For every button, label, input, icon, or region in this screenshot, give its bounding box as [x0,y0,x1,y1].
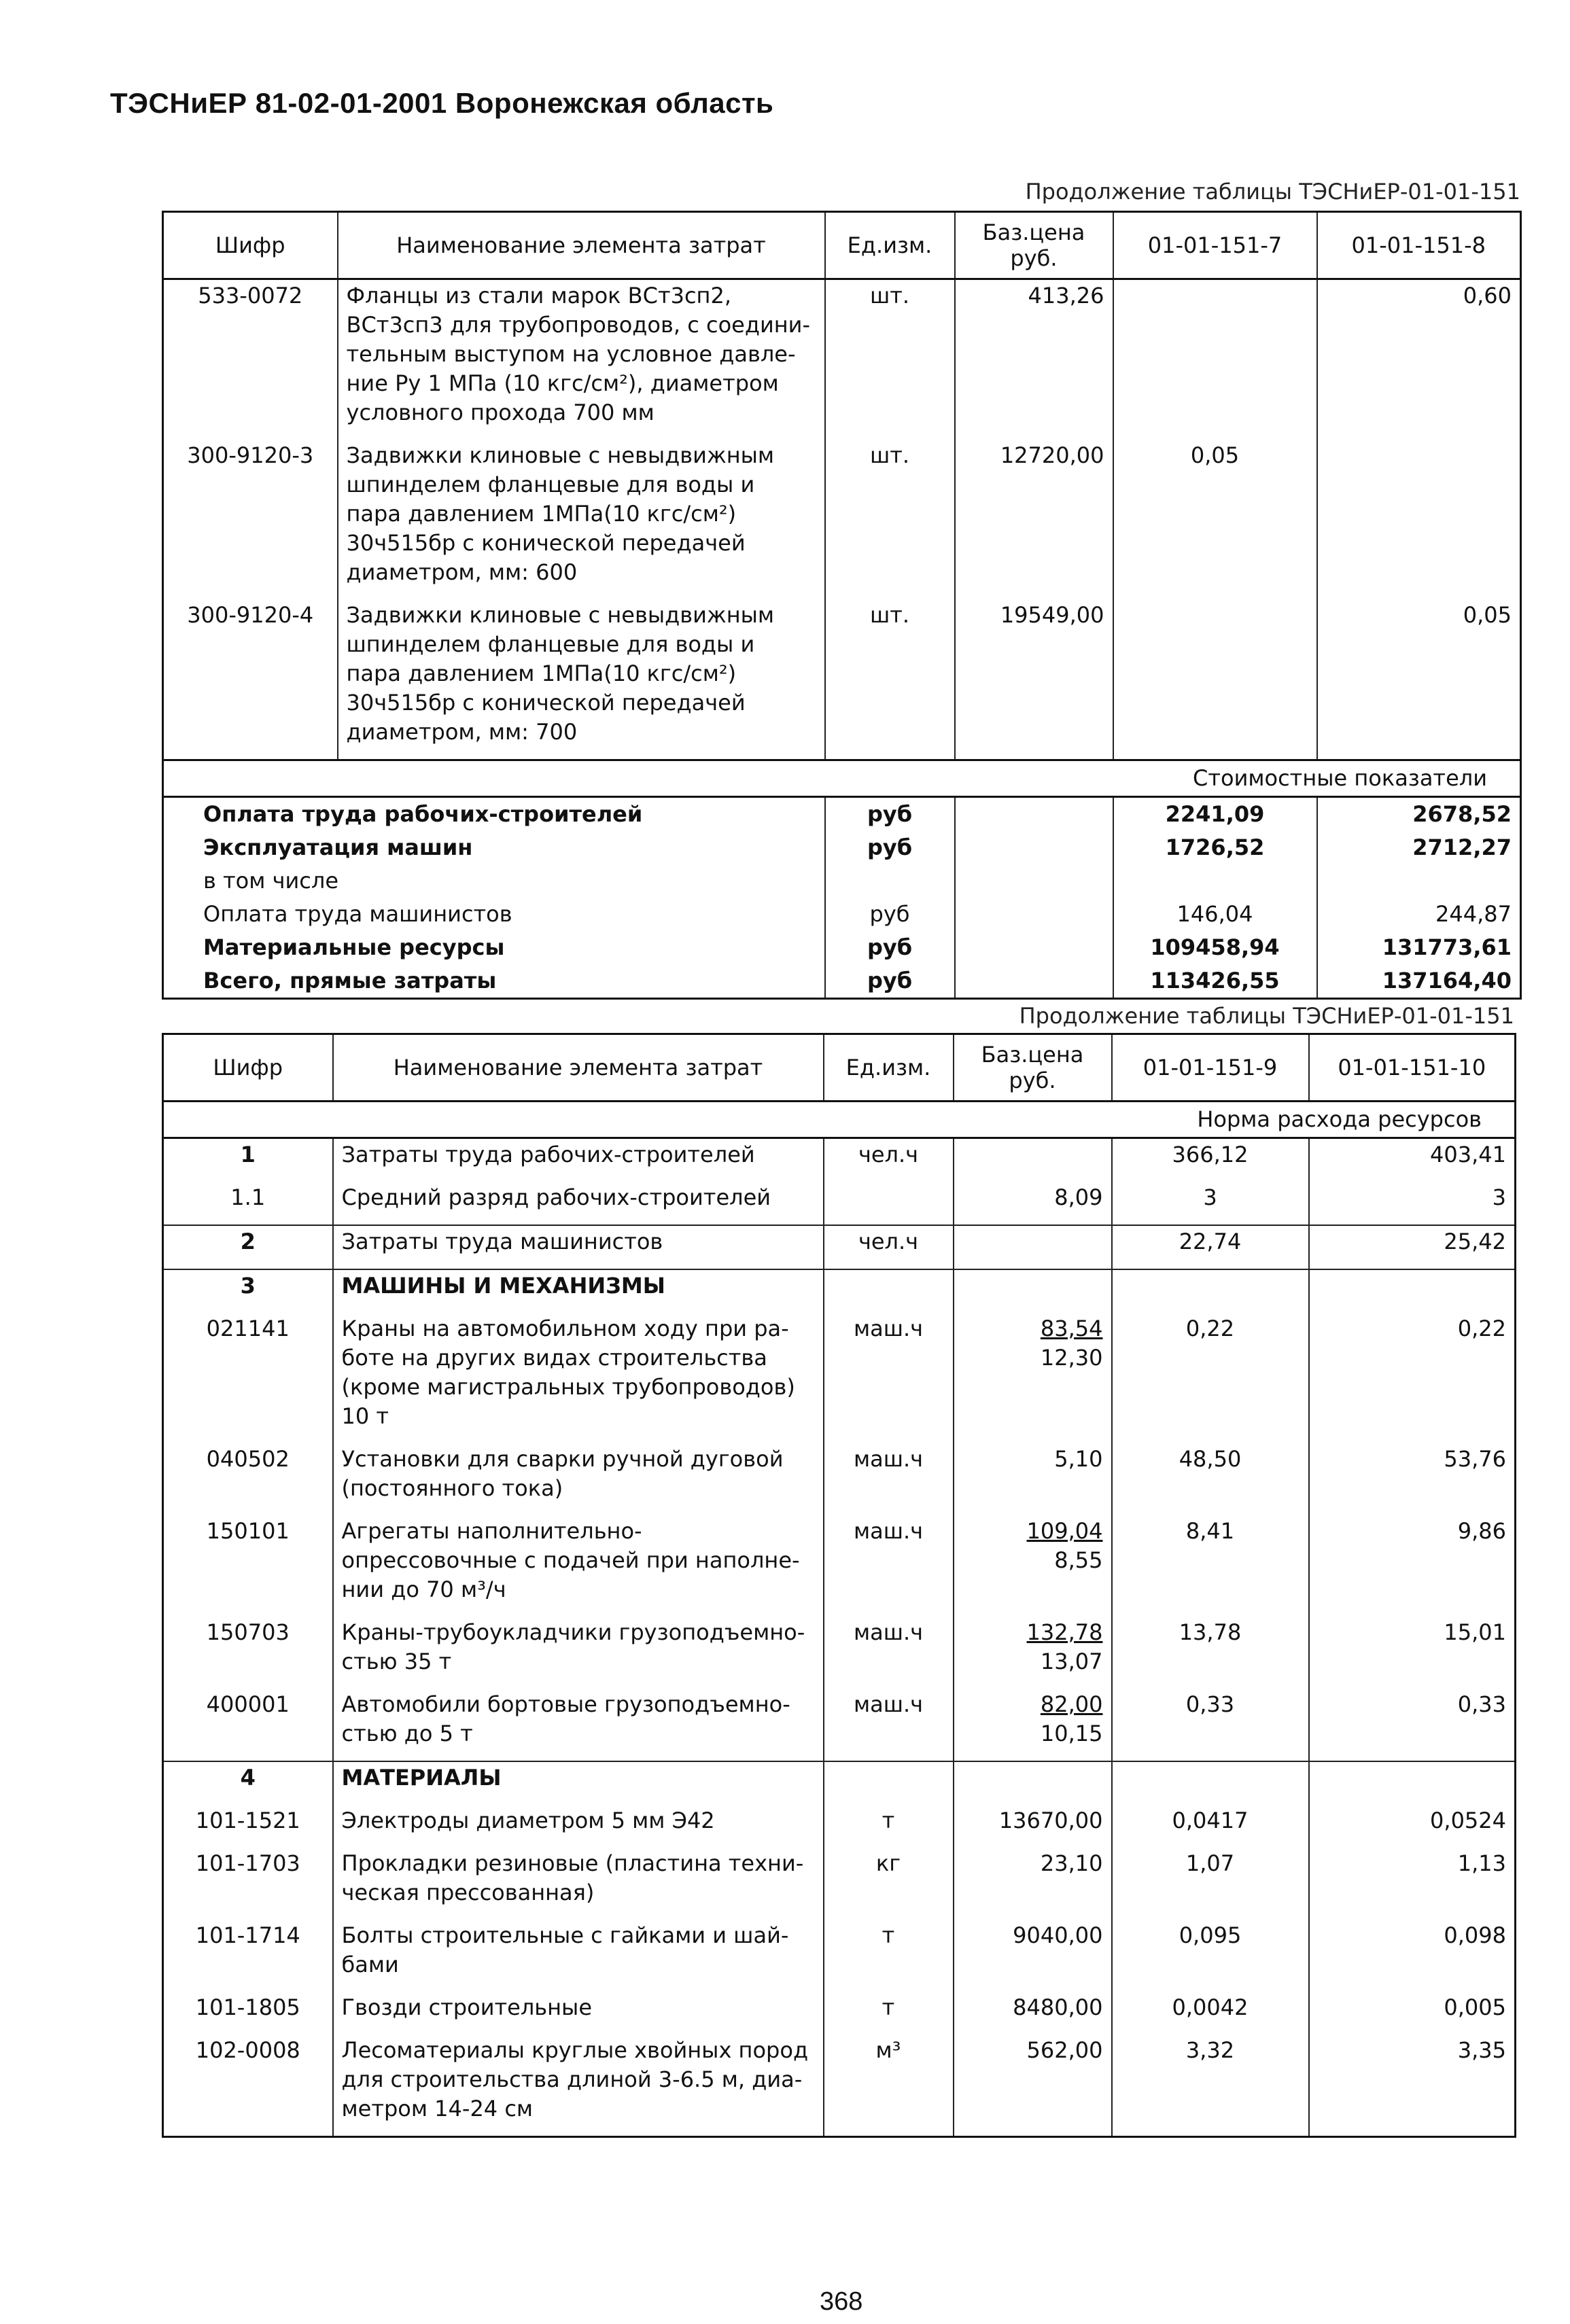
cell-name: Гвозди строительные [333,1992,824,2035]
header-name: Наименование элемента затрат [338,212,825,279]
cell-value-2 [1309,1761,1516,1805]
cell-price [954,1515,1112,1617]
cell-value-2: 0,22 [1309,1313,1516,1443]
cell-price: 5,10 [954,1443,1112,1515]
table-row [163,1805,1516,1848]
cell-unit: чел.ч [824,1225,954,1269]
cell-code: 150101 [163,1515,333,1617]
table-row [163,1443,1516,1515]
table-row [163,1182,1516,1225]
cell-price [954,1138,1112,1182]
price-machinist: 10,15 [1040,1721,1103,1746]
cell-price: 12720,00 [955,440,1113,599]
cell-value-1: 0,0042 [1112,1992,1309,2035]
cell-name: Средний разряд рабочих-строителей [333,1182,824,1225]
table-row [163,1138,1516,1182]
header-price: Баз.цена руб. [954,1034,1112,1102]
header-price: Баз.цена руб. [955,212,1113,279]
cell-unit: кг [824,1848,954,1920]
cell-name: Задвижки клиновые с невыдвижным шпинделем фланцевые для воды и пара давлением 1МПа(10 кгс/см²) 30ч515бр с конической передачей диаметром, мм: 700 [338,599,825,760]
summary-unit: руб [825,964,955,999]
cell-code: 400001 [163,1689,333,1761]
summary-value-1 [1113,864,1317,898]
summary-price-empty [955,831,1113,864]
document-title: ТЭСНиЕР 81-02-01-2001 Воронежская область [110,87,774,119]
summary-label: Всего, прямые затраты [163,964,825,999]
summary-label: Эксплуатация машин [163,831,825,864]
cell-name: Электроды диаметром 5 мм Э42 [333,1805,824,1848]
cell-value-1: 0,095 [1112,1920,1309,1992]
header-col1: 01-01-151-7 [1113,212,1317,279]
price-machinist: 12,30 [1040,1345,1103,1371]
cell-code: 101-1703 [163,1848,333,1920]
cell-value-1: 48,50 [1112,1443,1309,1515]
table1 [162,211,1522,1000]
cell-value-2: 3 [1309,1182,1516,1225]
section-label: Норма расхода ресурсов [1197,1106,1482,1132]
table-row [163,1689,1516,1761]
cell-value-1: 0,0417 [1112,1805,1309,1848]
cell-unit: маш.ч [824,1617,954,1689]
section-label: Стоимостные показатели [163,760,1521,797]
table1-caption: Продолжение таблицы ТЭСНиЕР-01-01-151 [1025,179,1520,205]
cell-price: 8480,00 [954,1992,1112,2035]
summary-label: Оплата труда рабочих-строителей [163,797,825,832]
cell-unit: м³ [824,2035,954,2137]
cell-value-2: 0,098 [1309,1920,1516,1992]
table-row [163,1761,1516,1805]
table2-caption: Продолжение таблицы ТЭСНиЕР-01-01-151 [1019,1003,1514,1029]
cell-code: 1 [163,1138,333,1182]
cell-price [954,1269,1112,1313]
cell-value-1: 1,07 [1112,1848,1309,1920]
table-row [163,1225,1516,1269]
cell-value-1 [1113,279,1317,440]
cell-unit [824,1269,954,1313]
table-row [163,1269,1516,1313]
cell-code: 021141 [163,1313,333,1443]
cell-code: 1.1 [163,1182,333,1225]
cell-price: 9040,00 [954,1920,1112,1992]
summary-value-1: 1726,52 [1113,831,1317,864]
cell-code: 2 [163,1225,333,1269]
summary-price-empty [955,864,1113,898]
summary-label: Оплата труда машинистов [163,898,825,931]
summary-value-2: 2678,52 [1317,797,1521,832]
price-main: 83,54 [1040,1316,1103,1341]
cell-code: 4 [163,1761,333,1805]
cell-price: 562,00 [954,2035,1112,2137]
cell-code: 533-0072 [163,279,338,440]
table-row [163,279,1521,440]
cell-value-2: 25,42 [1309,1225,1516,1269]
cell-value-1 [1112,1269,1309,1313]
cell-unit: т [824,1805,954,1848]
cell-value-1: 13,78 [1112,1617,1309,1689]
cell-value-1 [1113,599,1317,760]
cell-code: 101-1521 [163,1805,333,1848]
table-row [163,2035,1516,2137]
summary-price-empty [955,931,1113,964]
summary-row [163,931,1521,964]
summary-value-2 [1317,864,1521,898]
cell-value-2: 9,86 [1309,1515,1516,1617]
cell-name: Краны-трубоукладчики грузоподъемно-стью 35 т [333,1617,824,1689]
cell-value-2: 0,0524 [1309,1805,1516,1848]
summary-row [163,898,1521,931]
summary-unit: руб [825,898,955,931]
table-row [163,1920,1516,1992]
summary-value-2: 137164,40 [1317,964,1521,999]
table-row [163,599,1521,760]
cell-name: МАТЕРИАЛЫ [333,1761,824,1805]
cell-code: 150703 [163,1617,333,1689]
cell-name: Установки для сварки ручной дуговой (постоянного тока) [333,1443,824,1515]
cell-code: 300-9120-4 [163,599,338,760]
section-header-row [163,760,1521,797]
cell-value-1: 0,33 [1112,1689,1309,1761]
cell-name: Фланцы из стали марок ВСт3сп2, ВСт3сп3 для трубопроводов, с соедини-тельным выступом на условное давле-ние Ру 1 МПа (10 кгс/см²), диаметром условного прохода 700 мм [338,279,825,440]
summary-value-2: 131773,61 [1317,931,1521,964]
cell-unit: шт. [825,599,955,760]
summary-row [163,831,1521,864]
cell-unit [824,1182,954,1225]
cell-unit: маш.ч [824,1313,954,1443]
cell-name: Болты строительные с гайками и шай-бами [333,1920,824,1992]
cell-name: МАШИНЫ И МЕХАНИЗМЫ [333,1269,824,1313]
cell-value-2: 0,60 [1317,279,1521,440]
cell-value-2: 0,05 [1317,599,1521,760]
cell-value-1: 3 [1112,1182,1309,1225]
cell-value-2: 53,76 [1309,1443,1516,1515]
header-code: Шифр [163,212,338,279]
cell-code: 3 [163,1269,333,1313]
cell-code: 102-0008 [163,2035,333,2137]
table-row [163,440,1521,599]
cell-unit: маш.ч [824,1515,954,1617]
table-row [163,1617,1516,1689]
header-name: Наименование элемента затрат [333,1034,824,1102]
cell-code: 101-1805 [163,1992,333,2035]
cell-name: Затраты труда машинистов [333,1225,824,1269]
cell-value-1 [1112,1761,1309,1805]
summary-value-1: 2241,09 [1113,797,1317,832]
cell-price [954,1761,1112,1805]
header-col1: 01-01-151-9 [1112,1034,1309,1102]
cell-unit: маш.ч [824,1443,954,1515]
cell-code: 300-9120-3 [163,440,338,599]
cell-name: Автомобили бортовые грузоподъемно-стью до 5 т [333,1689,824,1761]
summary-value-1: 113426,55 [1113,964,1317,999]
cell-price: 23,10 [954,1848,1112,1920]
table2 [162,1033,1516,2138]
header-col2: 01-01-151-8 [1317,212,1521,279]
summary-price-empty [955,898,1113,931]
price-main: 82,00 [1040,1691,1103,1717]
cell-value-2: 15,01 [1309,1617,1516,1689]
price-main: 132,78 [1026,1619,1103,1645]
cell-price: 413,26 [955,279,1113,440]
header-code: Шифр [163,1034,333,1102]
cell-unit: т [824,1992,954,2035]
header-unit: Ед.изм. [824,1034,954,1102]
summary-value-1: 109458,94 [1113,931,1317,964]
summary-row [163,797,1521,832]
cell-price [954,1689,1112,1761]
summary-unit: руб [825,931,955,964]
summary-price-empty [955,797,1113,832]
price-machinist: 8,55 [1054,1547,1103,1573]
cell-unit [824,1761,954,1805]
cell-value-2: 3,35 [1309,2035,1516,2137]
cell-value-2: 1,13 [1309,1848,1516,1920]
page-number: 368 [820,2287,863,2316]
cell-unit: т [824,1920,954,1992]
cell-value-2: 0,33 [1309,1689,1516,1761]
summary-label: Материальные ресурсы [163,931,825,964]
cell-value-1: 3,32 [1112,2035,1309,2137]
table-row [163,1992,1516,2035]
cell-value-1: 8,41 [1112,1515,1309,1617]
cell-value-2: 0,005 [1309,1992,1516,2035]
cell-price [954,1313,1112,1443]
cell-price [954,1225,1112,1269]
summary-row [163,964,1521,999]
summary-unit [825,864,955,898]
cell-name: Краны на автомобильном ходу при ра-боте на других видах строительства (кроме магистральных трубопроводов) 10 т [333,1313,824,1443]
cell-price [954,1617,1112,1689]
summary-value-1: 146,04 [1113,898,1317,931]
cell-name: Агрегаты наполнительно-опрессовочные с подачей при наполне-нии до 70 м³/ч [333,1515,824,1617]
summary-value-2: 2712,27 [1317,831,1521,864]
cell-value-1: 22,74 [1112,1225,1309,1269]
cell-code: 101-1714 [163,1920,333,1992]
price-machinist: 13,07 [1040,1649,1103,1674]
cell-name: Лесоматериалы круглые хвойных пород для строительства длиной 3-6.5 м, диа-метром 14-24 см [333,2035,824,2137]
cell-code: 040502 [163,1443,333,1515]
summary-label: в том числе [163,864,825,898]
table2-header-row [163,1034,1516,1102]
summary-price-empty [955,964,1113,999]
summary-value-2: 244,87 [1317,898,1521,931]
cell-value-1: 0,05 [1113,440,1317,599]
cell-value-1: 366,12 [1112,1138,1309,1182]
summary-unit: руб [825,831,955,864]
price-main: 109,04 [1026,1518,1103,1544]
cell-price: 13670,00 [954,1805,1112,1848]
cell-name: Задвижки клиновые с невыдвижным шпинделем фланцевые для воды и пара давлением 1МПа(10 кгс/см²) 30ч515бр с конической передачей диаметром, мм: 600 [338,440,825,599]
cell-unit: шт. [825,440,955,599]
table-row [163,1313,1516,1443]
cell-name: Прокладки резиновые (пластина техни-ческая прессованная) [333,1848,824,1920]
cell-value-2: 403,41 [1309,1138,1516,1182]
table1-header-row [163,212,1521,279]
cell-unit: маш.ч [824,1689,954,1761]
header-col2: 01-01-151-10 [1309,1034,1516,1102]
cell-price: 19549,00 [955,599,1113,760]
header-unit: Ед.изм. [825,212,955,279]
section-header-row [163,1102,1516,1138]
table-row [163,1515,1516,1617]
cell-value-2 [1317,440,1521,599]
cell-value-2 [1309,1269,1516,1313]
cell-price: 8,09 [954,1182,1112,1225]
summary-unit: руб [825,797,955,832]
cell-value-1: 0,22 [1112,1313,1309,1443]
cell-unit: шт. [825,279,955,440]
cell-unit: чел.ч [824,1138,954,1182]
table-row [163,1848,1516,1920]
cell-name: Затраты труда рабочих-строителей [333,1138,824,1182]
summary-row [163,864,1521,898]
